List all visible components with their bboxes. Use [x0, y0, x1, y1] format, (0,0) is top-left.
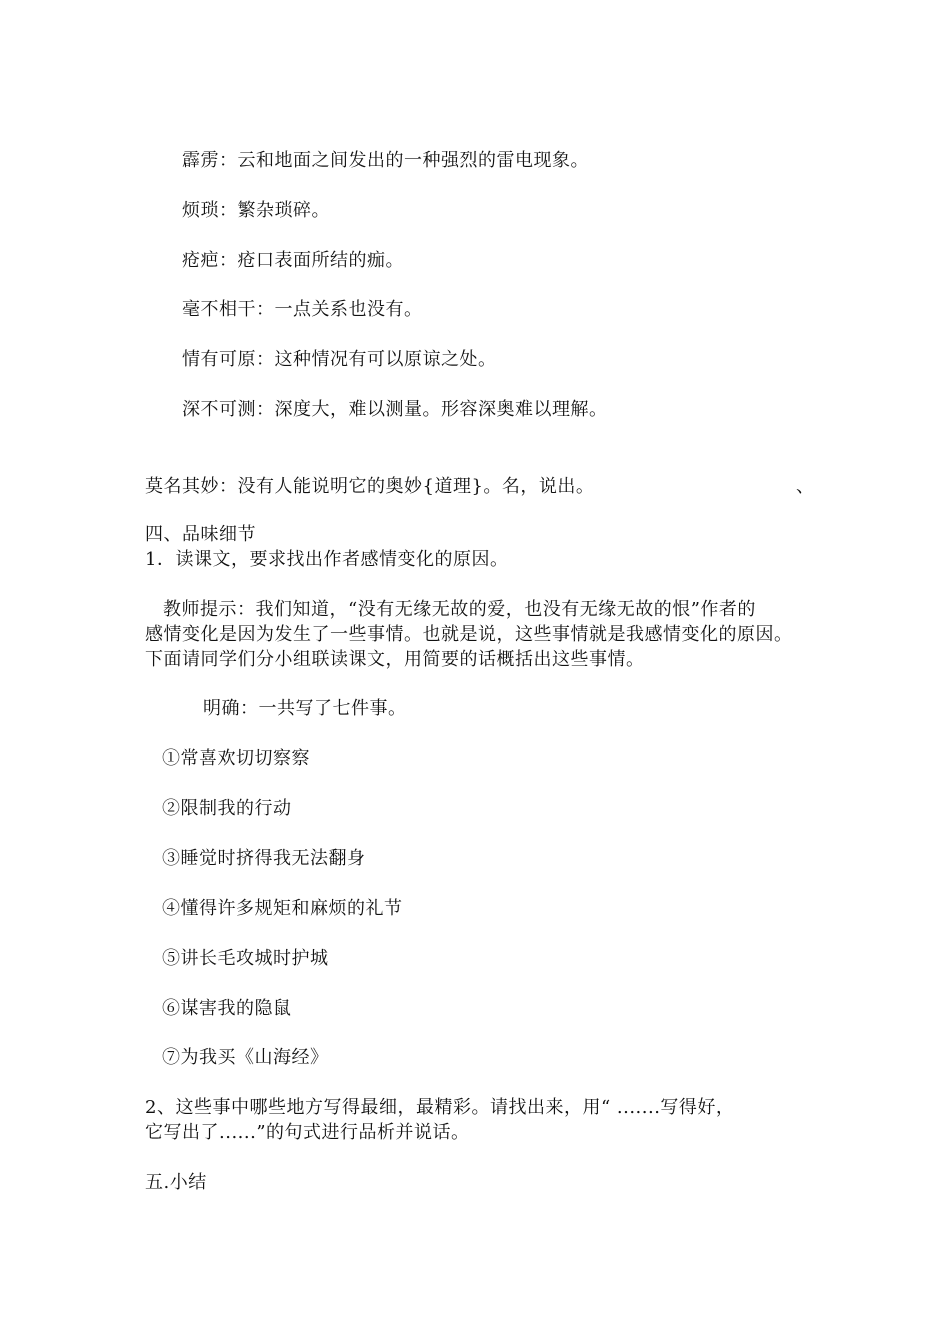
list-item: ③睡觉时挤得我无法翻身 — [162, 848, 366, 869]
vocab-item: 毫不相干：一点关系也没有。 — [182, 299, 423, 320]
section-5-title: 五.小结 — [145, 1172, 207, 1193]
section-4-title: 四、品味细节 — [145, 524, 256, 545]
question-1: 1．读课文，要求找出作者感情变化的原因。 — [145, 549, 509, 570]
teacher-hint-line: 教师提示：我们知道，“没有无缘无故的爱，也没有无缘无故的恨”作者的 — [163, 599, 756, 620]
teacher-hint-line: 下面请同学们分小组联读课文，用简要的话概括出这些事情。 — [145, 649, 645, 670]
list-item: ①常喜欢切切察察 — [162, 748, 310, 769]
list-item: ⑥谋害我的隐鼠 — [162, 998, 292, 1019]
list-item: ④懂得许多规矩和麻烦的礼节 — [162, 898, 403, 919]
vocab-item-last: 莫名其妙：没有人能说明它的奥妙{道理}。名，说出。 — [145, 476, 595, 497]
answer-summary: 明确：一共写了七件事。 — [203, 698, 407, 719]
list-item: ⑦为我买《山海经》 — [162, 1047, 329, 1068]
list-item: ②限制我的行动 — [162, 798, 292, 819]
question-2-line: 它写出了......”的句式进行品析并说话。 — [145, 1122, 470, 1143]
vocab-item: 烦琐：繁杂琐碎。 — [182, 200, 330, 221]
question-2-line: 2、这些事中哪些地方写得最细，最精彩。请找出来，用“ .......写得好， — [145, 1097, 735, 1118]
list-item: ⑤讲长毛攻城时护城 — [162, 948, 329, 969]
vocab-item: 霹雳：云和地面之间发出的一种强烈的雷电现象。 — [182, 150, 589, 171]
vocab-item: 情有可原：这种情况有可以原谅之处。 — [182, 349, 497, 370]
vocab-item: 疮疤：疮口表面所结的痂。 — [182, 250, 404, 271]
vocab-item: 深不可测：深度大，难以测量。形容深奥难以理解。 — [182, 399, 608, 420]
teacher-hint-line: 感情变化是因为发生了一些事情。也就是说，这些事情就是我感情变化的原因。 — [145, 624, 793, 645]
stray-punctuation: 、 — [796, 476, 815, 497]
